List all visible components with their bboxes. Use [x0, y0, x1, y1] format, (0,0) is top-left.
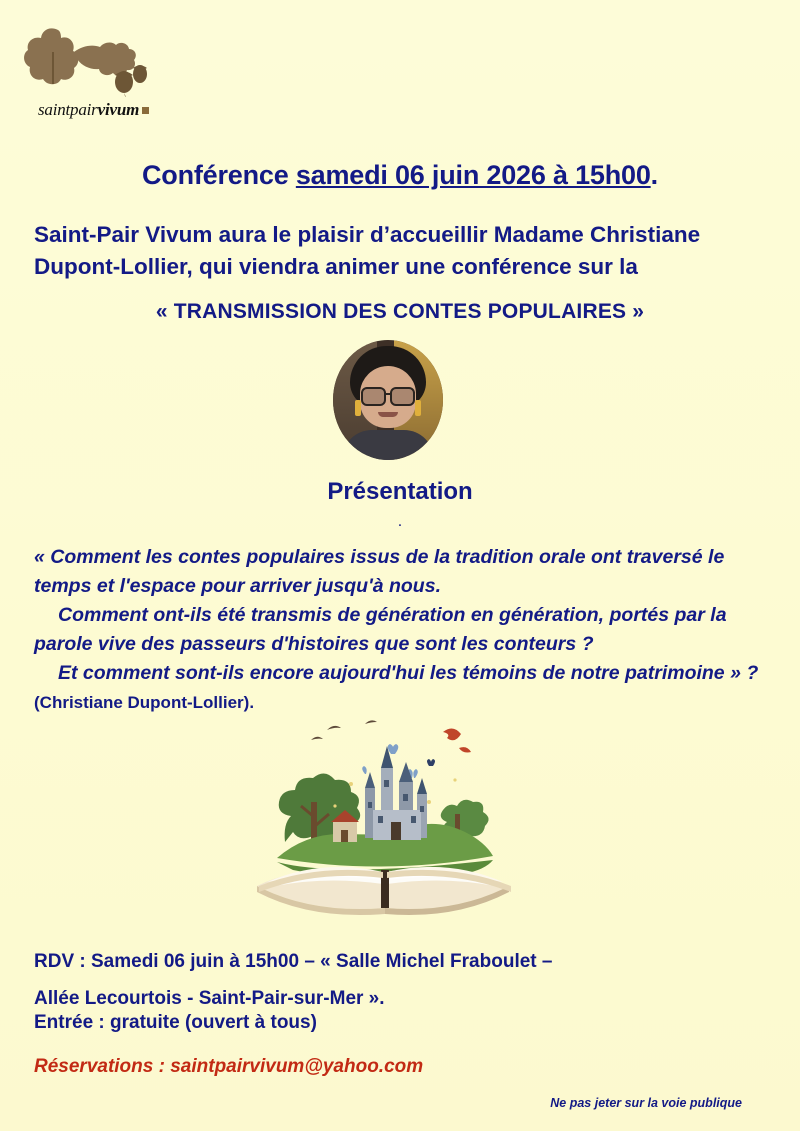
quote-paragraph-1: « Comment les contes populaires issus de la tradition orale ont traversé le temps et l'espace pour arriver jusqu'à nous.: [34, 546, 725, 597]
rdv-line-1: RDV : Samedi 06 juin à 15h00 – « Salle Michel Fraboulet –: [34, 951, 553, 972]
portrait-glasses: [360, 387, 416, 402]
quote-paragraph-3: Et comment sont-ils encore aujourd'hui les témoins de notre patrimoine » ?: [58, 662, 759, 684]
reservations-info[interactable]: Réservations : saintpairvivum@yahoo.com: [34, 1056, 424, 1077]
portrait-lens-left: [361, 387, 386, 406]
logo-square-icon: [142, 107, 149, 114]
title-suffix: .: [650, 160, 658, 190]
intro-paragraph: [34, 219, 754, 283]
separator-dot: .: [397, 513, 403, 530]
logo-name-part2: vivum: [97, 100, 140, 119]
logo-name-part1: saintpair: [38, 100, 98, 119]
presentation-heading: Présentation: [327, 478, 473, 505]
portrait-earring-left: [355, 400, 361, 416]
page-title: [0, 160, 800, 191]
portrait-body: [342, 430, 434, 460]
intro-line-2: Dupont-Lollier, qui viendra animer une conférence sur la: [34, 254, 638, 279]
quote-block: [34, 543, 764, 717]
conference-topic: « TRANSMISSION DES CONTES POPULAIRES »: [155, 300, 645, 323]
title-prefix: Conférence: [142, 160, 296, 190]
portrait-lens-right: [390, 387, 415, 406]
title-date: samedi 06 juin 2026 à 15h00: [295, 160, 651, 190]
oak-leaf-acorn-icon: [20, 22, 150, 97]
rdv-info: [34, 943, 754, 1017]
avatar: [333, 340, 443, 460]
open-book-fantasy-castle-illustration: [215, 718, 555, 918]
logo-wordmark: [38, 100, 149, 120]
portrait-mouth: [378, 412, 398, 417]
legal-disclaimer: Ne pas jeter sur la voie publique: [550, 1096, 742, 1110]
portrait-earring-right: [415, 400, 421, 416]
quote-attribution: (Christiane Dupont-Lollier).: [34, 693, 255, 712]
entry-info: Entrée : gratuite (ouvert à tous): [34, 1012, 317, 1033]
intro-line-1: Saint-Pair Vivum aura le plaisir d’accueillir Madame Christiane: [34, 222, 701, 247]
rdv-line-2: Allée Lecourtois - Saint-Pair-sur-Mer ».: [34, 988, 385, 1009]
quote-paragraph-2: Comment ont-ils été transmis de génération en génération, portés par la parole vive des passeurs d'histoires que sont les conteurs ?: [34, 604, 727, 655]
logo: [20, 22, 170, 132]
